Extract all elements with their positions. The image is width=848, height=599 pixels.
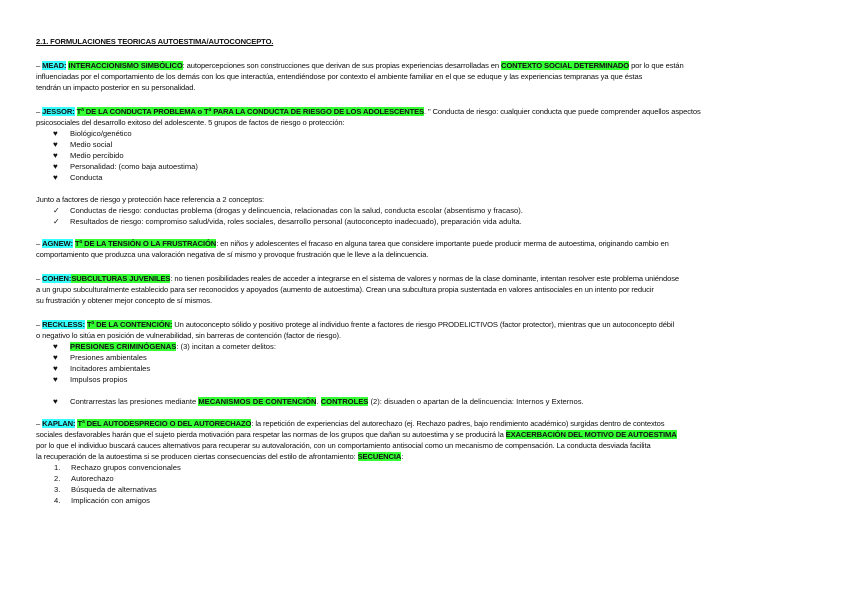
list-item (53, 172, 814, 183)
list-item-text (70, 396, 584, 407)
sequence-list (36, 462, 814, 506)
kaplan-text-4: la recuperación de la autoestima si se producen ciertas consecuencias del estilo de afrontamiento: (36, 452, 358, 461)
mead-line-1 (36, 60, 814, 71)
kaplan-text: : la repetición de experiencias del autorechazo (ej. Rechazo padres, bajo rendimiento académico) surgidas dentro de contextos (251, 419, 665, 428)
highlight-controles: CONTROLES (320, 397, 369, 406)
risk-factors-list (36, 128, 814, 183)
theory-label-mead: INTERACCIONISMO SIMBÓLICO (68, 61, 183, 70)
author-agnew: AGNEW: (42, 239, 73, 248)
theory-label-cohen: SUBCULTURAS JUVENILES (71, 274, 171, 283)
theory-label-kaplan: Tª DEL AUTODESPRECIO O DEL AUTORECHAZO (77, 419, 252, 428)
jessor-text: . " Conducta de riesgo: cualquier conducta que puede comprender aquellos aspectos (424, 107, 701, 116)
list-item (53, 216, 814, 227)
dash: – (36, 320, 43, 329)
author-jessor: JESSOR: (42, 107, 75, 116)
list-item (53, 161, 814, 172)
highlight-presiones: PRESIONES CRIMINÓGENAS (70, 342, 177, 351)
list-item (53, 396, 814, 407)
list-item-text (70, 341, 276, 352)
dot: . (316, 397, 321, 406)
dash: – (36, 239, 43, 248)
agnew-line-2: comportamiento que produzca una valoración negativa de sí mismo y provoque frustración que le lleve a la delincuencia. (36, 250, 429, 259)
section-mead (36, 60, 814, 93)
list-item-text: Biológico/genético (70, 129, 132, 138)
author-kaplan: KAPLAN: (42, 419, 76, 428)
checkmark-icon: ✓ (53, 206, 60, 215)
list-item (54, 473, 814, 484)
heart-bullet-icon: ♥ (53, 173, 58, 182)
containment-list (36, 396, 814, 407)
heart-bullet-icon: ♥ (53, 375, 58, 384)
list-item-text: Medio social (70, 140, 113, 149)
list-item (53, 205, 814, 216)
list-item (53, 363, 814, 374)
kaplan-line-3: por lo que el individuo buscará cauces alternativos para recuperar su autovaloración, con un comportamiento antisocial como un mecanismo de compensación. La conducta desviada facilita (36, 441, 651, 450)
reckless-line-1 (36, 319, 814, 330)
pressures-text: : (3) incitan a cometer delitos: (176, 342, 276, 351)
highlight-contexto-social: CONTEXTO SOCIAL DETERMINADO (500, 61, 630, 70)
checkmark-icon: ✓ (53, 217, 60, 226)
jessor-concepts-intro: Junto a factores de riesgo y protección hace referencia a 2 conceptos: (36, 195, 264, 204)
kaplan-line-2 (36, 429, 814, 440)
list-item-text: Medio percibido (70, 151, 124, 160)
agnew-text: : en niños y adolescentes el fracaso en alguna tarea que considere importante puede producir merma de autoestima, originando cambio en (216, 239, 669, 248)
list-item-text: Conductas de riesgo: conductas problema (drogas y delincuencia, relacionadas con la salud, conducta escolar (absentismo y fracaso). (70, 206, 523, 215)
heart-bullet-icon: ♥ (53, 353, 58, 362)
cohen-line-3: su frustración y obtener mejor concepto de sí mismos. (36, 296, 212, 305)
mead-line-2: influenciadas por el comportamiento de los demás con los que interactúa, entendiéndose por contexto el ambiente familiar en el que se eduque y las experiencias tempranas ya que éstas (36, 72, 643, 81)
list-item (54, 495, 814, 506)
list-number: 1. (54, 463, 61, 472)
dash: – (36, 274, 43, 283)
highlight-exacerbacion: EXACERBACIÓN DEL MOTIVO DE AUTOESTIMA (505, 430, 677, 439)
section-jessor (36, 106, 814, 227)
list-item (54, 484, 814, 495)
list-item (53, 139, 814, 150)
mead-text: : autopercepciones son construcciones que derivan de sus propias experiencias desarrolladas en (182, 61, 501, 70)
heart-bullet-icon: ♥ (53, 162, 58, 171)
list-item (53, 128, 814, 139)
list-number: 3. (54, 485, 61, 494)
page-title: 2.1. FORMULACIONES TEORICAS AUTOESTIMA/AUTOCONCEPTO. (36, 37, 274, 46)
list-item-text: Personalidad: (como baja autoestima) (70, 162, 198, 171)
list-item-text: Impulsos propios (70, 375, 128, 384)
list-item-text: Implicación con amigos (71, 496, 150, 505)
theory-label-reckless: Tª DE LA CONTENCIÓN: (86, 320, 173, 329)
list-item-text: Presiones ambientales (70, 353, 147, 362)
list-item-text: Autorechazo (71, 474, 114, 483)
heart-bullet-icon: ♥ (53, 151, 58, 160)
theory-label-agnew: Tª DE LA TENSIÓN O LA FRUSTRACIÓN (74, 239, 217, 248)
kaplan-text-2: sociales desfavorables harán que el sujeto pierda motivación para respetar las normas de los grupos que dañan su autoestima y se producirá la (36, 430, 506, 439)
list-item (53, 341, 814, 352)
mead-line-3: tendrán un impacto posterior en su personalidad. (36, 83, 196, 92)
mead-text-end: por lo que están (629, 61, 684, 70)
counter-text-end: (2): disuaden o apartan de la delincuencia: Internos y Externos. (368, 397, 584, 406)
section-agnew (36, 238, 814, 260)
agnew-line-1 (36, 238, 814, 249)
heart-bullet-icon: ♥ (53, 129, 58, 138)
heart-bullet-icon: ♥ (53, 397, 58, 406)
cohen-line-2: a un grupo subculturalmente establecido para ser reconocidos y apoyados (aumento de autoestima). Crean una subcultura propia sustentada en valores antisociales en un intento por reducir (36, 285, 654, 294)
author-mead: MEAD: (42, 61, 67, 70)
cohen-line-1 (36, 273, 814, 284)
dash: – (36, 107, 43, 116)
list-item (53, 150, 814, 161)
theory-label-jessor: Tª DE LA CONDUCTA PROBLEMA o Tª PARA LA CONDUCTA DE RIESGO DE LOS ADOLESCENTES (76, 107, 424, 116)
list-item-text: Resultados de riesgo: compromiso salud/vida, roles sociales, desarrollo personal (autoconcepto inadecuado), preparación vida adulta. (70, 217, 522, 226)
list-item-text: Rechazo grupos convencionales (71, 463, 181, 472)
cohen-text: : no tienen posibilidades reales de acceder a integrarse en el sistema de valores y normas de la clase dominante, intentan resolver este problema uniéndose (170, 274, 679, 283)
list-item-text: Incitadores ambientales (70, 364, 151, 373)
heart-bullet-icon: ♥ (53, 140, 58, 149)
list-item (54, 462, 814, 473)
author-cohen: COHEN: (42, 274, 72, 283)
concepts-list (36, 205, 814, 227)
list-item (53, 352, 814, 363)
heart-bullet-icon: ♥ (53, 342, 58, 351)
list-number: 4. (54, 496, 61, 505)
section-reckless (36, 319, 814, 407)
jessor-line-1 (36, 106, 814, 117)
jessor-line-2: psicosociales del desarrollo exitoso del adolescente. 5 grupos de factos de riesgo o protección: (36, 118, 345, 127)
reckless-text: Un autoconcepto sólido y positivo protege al individuo frente a factores de riesgo PRODELICTIVOS (factor protector), mientras que un autoconcepto débil (172, 320, 675, 329)
colon: : (401, 452, 404, 461)
list-number: 2. (54, 474, 61, 483)
list-item-text: Búsqueda de alternativas (71, 485, 157, 494)
reckless-line-2: o negativo lo sitúa en posición de vulnerabilidad, sin barreras de contención (factor de riesgo). (36, 331, 341, 340)
list-item-text: Conducta (70, 173, 103, 182)
author-reckless: RECKLESS: (42, 320, 85, 329)
heart-bullet-icon: ♥ (53, 364, 58, 373)
dash: – (36, 61, 43, 70)
highlight-secuencia: SECUENCIA (357, 452, 402, 461)
section-cohen (36, 273, 814, 306)
section-kaplan (36, 418, 814, 506)
list-item (53, 374, 814, 385)
counter-text: Contrarrestas las presiones mediante (70, 397, 199, 406)
kaplan-line-1 (36, 418, 814, 429)
pressures-list (36, 341, 814, 385)
kaplan-line-4 (36, 451, 814, 462)
highlight-mecanismos: MECANISMOS DE CONTENCIÓN (198, 397, 317, 406)
dash: – (36, 419, 43, 428)
